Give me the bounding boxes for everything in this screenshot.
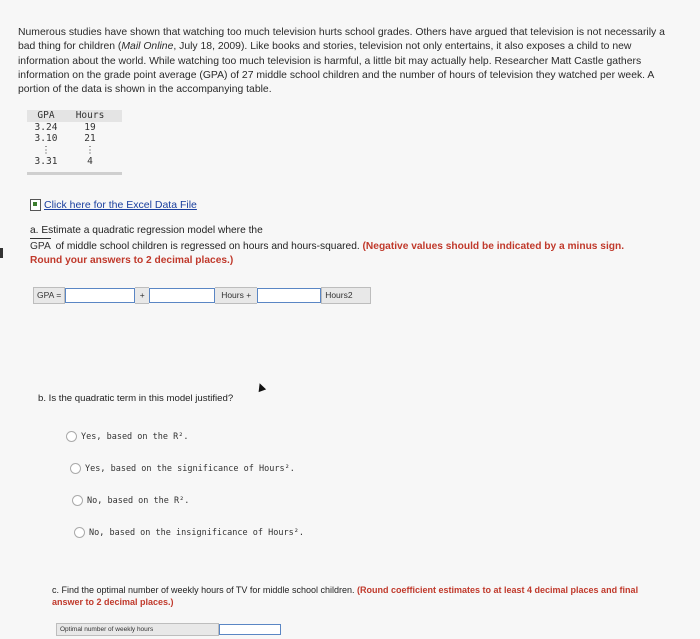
part-a-note2: Round your answers to 2 decimal places.) — [30, 255, 234, 266]
part-c-note: (Round coefficient estimates to at least 4 decimal places and final answer to 2 decimal places.) — [52, 585, 639, 607]
table-bottom-bar — [27, 172, 122, 175]
option-yes-r2[interactable] — [66, 431, 188, 442]
hours2-label: Hours2 — [321, 287, 371, 304]
cell-gpa: ⋮ — [41, 144, 51, 156]
table-row — [27, 145, 122, 157]
intro-source: Mail Online — [121, 41, 174, 53]
plus-label: + — [135, 287, 149, 304]
mouse-cursor-icon — [256, 382, 266, 392]
part-c-question — [52, 584, 652, 608]
cell-hours: ⋮ — [85, 144, 95, 156]
optimal-hours-label: Optimal number of weekly hours — [56, 623, 219, 636]
edge-mark — [0, 248, 3, 258]
part-a-prefix: a. Estimate a quadratic regression model where the — [30, 225, 263, 236]
gpa-hat: GPA — [30, 238, 51, 254]
part-a-body: of middle school children is regressed on hours and hours-squared. — [52, 241, 363, 252]
option-label: Yes, based on the significance of Hours². — [85, 463, 295, 474]
excel-link[interactable] — [30, 199, 197, 211]
radio-circle-icon[interactable] — [74, 527, 85, 538]
cell-hours: 21 — [84, 133, 96, 144]
part-a-question — [30, 224, 670, 268]
header-hours: Hours — [75, 110, 105, 121]
cell-gpa: 3.24 — [34, 121, 58, 133]
optimal-hours-input[interactable] — [219, 624, 281, 635]
table-row — [27, 133, 122, 145]
option-label: Yes, based on the R². — [81, 431, 189, 442]
gpa-equals-label: GPA = — [33, 287, 65, 304]
cell-gpa: 3.10 — [34, 133, 58, 144]
cell-gpa: 3.31 — [34, 156, 58, 167]
option-label: No, based on the R². — [87, 495, 190, 506]
header-gpa: GPA — [37, 110, 55, 121]
table-row — [27, 156, 122, 168]
option-no-insignificance[interactable] — [74, 527, 304, 538]
intro-text-2: , July 18, 2009). Like books and stories, television not only entertains, it also exposes a child to new information about the world. While watching too much television is harmful, a little bit may actually help. Researcher Matt Castle gathers information on the grade point average (GPA) of 27 middle school children and the number of hours of television they watched per week. A portion of the data is shown in the accompanying table. — [18, 41, 654, 96]
part-b-question: b. Is the quadratic term in this model justified? — [38, 393, 234, 404]
table-row — [27, 122, 122, 134]
cell-hours: 19 — [84, 121, 96, 133]
intro-text-1: Numerous studies have shown that watching too much television hurts school grades. Others have argued that television is not necessarily a bad thing for children ( — [18, 27, 665, 53]
hours2-coef-input[interactable] — [257, 288, 321, 303]
excel-link-text[interactable]: Click here for the Excel Data File — [44, 199, 197, 211]
regression-equation — [33, 288, 371, 303]
part-c-text: c. Find the optimal number of weekly hours of TV for middle school children. — [52, 585, 357, 595]
intro-paragraph — [18, 26, 683, 97]
radio-circle-icon[interactable] — [70, 463, 81, 474]
option-yes-significance[interactable] — [70, 463, 295, 474]
radio-circle-icon[interactable] — [66, 431, 77, 442]
table-header — [27, 110, 122, 122]
optimal-hours-row — [56, 623, 281, 636]
hours-plus-label: Hours + — [215, 287, 257, 304]
hours-coef-input[interactable] — [149, 288, 215, 303]
option-no-r2[interactable] — [72, 495, 189, 506]
excel-file-icon — [30, 199, 41, 211]
data-table — [27, 110, 122, 175]
radio-circle-icon[interactable] — [72, 495, 83, 506]
part-a-note: (Negative values should be indicated by a minus sign. — [362, 241, 625, 252]
cell-hours: 4 — [87, 156, 93, 167]
intercept-input[interactable] — [65, 288, 135, 303]
option-label: No, based on the insignificance of Hours². — [89, 527, 304, 538]
